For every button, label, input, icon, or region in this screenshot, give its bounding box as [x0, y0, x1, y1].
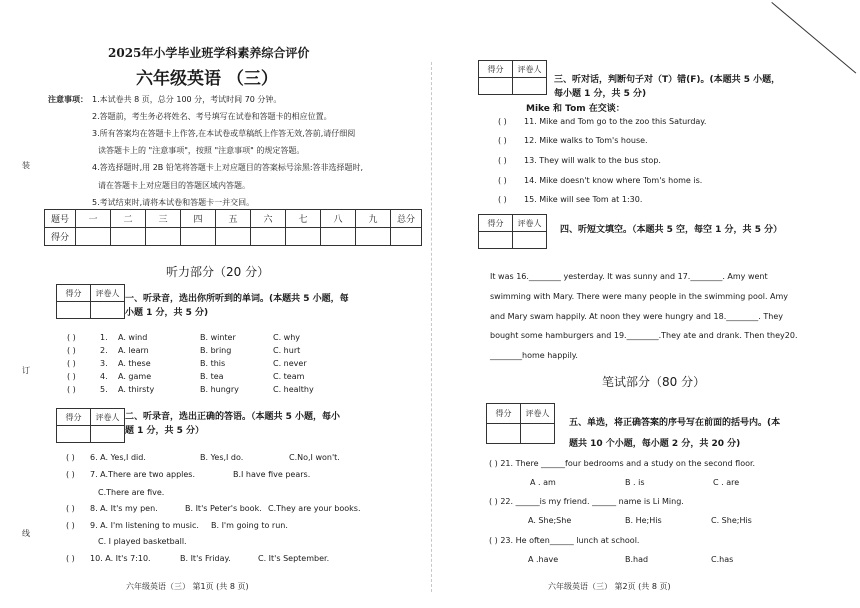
answer-paren: ( ) [66, 521, 75, 530]
option-b: B. this [200, 359, 226, 368]
section-title: 小题 1 分，共 5 分) [125, 308, 209, 318]
grader-label: 得分 [57, 285, 91, 302]
option-c: C.They are your books. [268, 504, 361, 513]
option-b: B. I'm going to run. [211, 521, 288, 530]
option-c: C. team [273, 372, 305, 381]
option-b: B . is [625, 478, 645, 487]
score-table-cell: 五 [216, 210, 251, 228]
option-b: B. It's Peter's book. [185, 504, 262, 513]
score-cell [146, 228, 181, 246]
passage-line: ________home happily. [490, 351, 578, 360]
exam-subtitle: 六年级英语 （三） [136, 69, 278, 89]
speakers-line: Mike 和 Tom 在交谈： [526, 104, 625, 114]
answer-paren: ( ) [67, 385, 76, 394]
option-b: B. bring [200, 346, 232, 355]
question-text: ( ) 21. There ______four bedrooms and a study on the second floor. [489, 459, 756, 468]
grader-cell [57, 302, 91, 319]
notes-label: 注意事项： [48, 95, 88, 104]
grader-cell [57, 426, 91, 443]
option-c: C.has [711, 555, 734, 564]
note-line: 1.本试卷共 8 页，总分 100 分，考试时间 70 分钟。 [92, 95, 282, 104]
grader-cell [487, 424, 521, 444]
option-c: C. why [273, 333, 301, 342]
question-number: 5. [100, 385, 108, 394]
note-line: 2.答题前，考生务必将姓名、考号填写在试卷和答题卡的相应位置。 [92, 112, 332, 121]
option-c: C. It's September. [258, 554, 330, 563]
note-line: 5.考试结束时,请将本试卷和答题卡一并交回。 [92, 198, 255, 207]
option-c: C.No,I won't. [289, 453, 340, 462]
grader-cell [91, 426, 125, 443]
score-cell [356, 228, 391, 246]
score-table-cell: 六 [251, 210, 286, 228]
note-line: 3.所有答案均在答题卡上作答,在本试卷或草稿纸上作答无效,答前,请仔细阅 [92, 129, 356, 138]
answer-paren: ( ) [498, 117, 507, 126]
section-title: 五、单选，将正确答案的序号写在前面的括号内。(本 [569, 418, 781, 428]
answer-paren: ( ) [67, 359, 76, 368]
written-heading: 笔试部分（80 分） [602, 375, 706, 389]
seal-char: 装 [22, 161, 30, 170]
section-title: 题 1 分，共 5 分） [125, 426, 205, 436]
grader-cell [479, 232, 513, 249]
note-line: 读答题卡上的 "注意事项"，按照 "注意事项" 的规定答题。 [98, 146, 305, 155]
passage-line: bought some hamburgers and 19.________.They ate and drank. Then they20. [490, 331, 798, 340]
listening-heading: 听力部分（20 分） [166, 265, 270, 279]
corner-fold-line [771, 2, 856, 73]
grader-label: 评卷人 [91, 285, 125, 302]
answer-paren: ( ) [498, 195, 507, 204]
seal-char: 订 [22, 366, 30, 375]
question-number: 1. [100, 333, 108, 342]
score-table-cell: 总分 [391, 210, 422, 228]
answer-paren: ( ) [67, 372, 76, 381]
grader-box [56, 408, 125, 443]
grader-cell [521, 424, 555, 444]
question-text: 14. Mike doesn't know where Tom's home is. [524, 176, 703, 185]
score-cell [391, 228, 422, 246]
option-a: A. She;She [528, 516, 572, 525]
score-table-cell: 七 [286, 210, 321, 228]
score-table-cell: 题号 [45, 210, 76, 228]
exam-title: 2025年小学毕业班学科素养综合评价 [108, 46, 310, 60]
section-title: 四、听短文填空。（本题共 5 空，每空 1 分，共 5 分） [560, 225, 783, 235]
section-title: 二、听录音，选出正确的答语。（本题共 5 小题，每小 [125, 412, 341, 422]
question-text: 10. A. It's 7:10. [90, 554, 151, 563]
passage-line: It was 16.________ yesterday. It was sunny and 17.________. Amy went [490, 272, 768, 281]
option-a: A. wind [118, 333, 148, 342]
section-title: 每小题 1 分，共 5 分) [554, 89, 647, 99]
page-divider [431, 62, 432, 592]
question-text: 13. They will walk to the bus stop. [524, 156, 661, 165]
option-c: C. hurt [273, 346, 301, 355]
score-cell [321, 228, 356, 246]
grader-label: 得分 [487, 404, 521, 424]
answer-paren: ( ) [66, 453, 75, 462]
grader-label: 得分 [479, 215, 513, 232]
score-table-cell: 四 [181, 210, 216, 228]
section-title: 三、听对话，判断句子对（T）错(F)。(本题共 5 小题， [554, 75, 781, 85]
score-cell [251, 228, 286, 246]
score-table-cell: 三 [146, 210, 181, 228]
score-cell [181, 228, 216, 246]
option-b: B. hungry [200, 385, 239, 394]
score-table-cell: 二 [111, 210, 146, 228]
question-text: 12. Mike walks to Tom's house. [524, 136, 648, 145]
answer-paren: ( ) [498, 156, 507, 165]
question-text: ( ) 22. ______is my friend. ______ name is Li Ming. [489, 497, 684, 506]
option-a: A. learn [118, 346, 149, 355]
grader-cell [479, 78, 513, 95]
option-b: B.I have five pears. [233, 470, 311, 479]
score-table-cell: 一 [76, 210, 111, 228]
answer-paren: ( ) [66, 470, 75, 479]
note-line: 请在答题卡上对应题目的答题区域内答题。 [98, 181, 250, 190]
score-table-cell: 九 [356, 210, 391, 228]
option-c: C . are [713, 478, 740, 487]
question-text: C. I played basketball. [98, 537, 187, 546]
question-text: 7. A.There are two apples. [90, 470, 196, 479]
question-text: 9. A. I'm listening to music. [90, 521, 199, 530]
grader-box [56, 284, 125, 319]
grader-box [478, 60, 547, 95]
question-text: ( ) 23. He often______ lunch at school. [489, 536, 640, 545]
page-footer: 六年级英语（三） 第1页 (共 8 页) [126, 582, 249, 591]
option-a: A . am [530, 478, 556, 487]
option-b: B. winter [200, 333, 236, 342]
answer-paren: ( ) [498, 176, 507, 185]
score-table-header-row [45, 210, 422, 228]
grader-label: 评卷人 [521, 404, 555, 424]
grader-box [486, 403, 555, 444]
seal-char: 线 [22, 529, 30, 538]
answer-paren: ( ) [498, 136, 507, 145]
score-cell [286, 228, 321, 246]
option-c: C. healthy [273, 385, 314, 394]
option-a: A .have [528, 555, 559, 564]
option-b: B. tea [200, 372, 224, 381]
score-table-row [45, 228, 422, 246]
grader-label: 评卷人 [513, 215, 547, 232]
option-b: B. It's Friday. [180, 554, 231, 563]
question-number: 4. [100, 372, 108, 381]
question-text: 11. Mike and Tom go to the zoo this Saturday. [524, 117, 707, 126]
question-number: 3. [100, 359, 108, 368]
option-b: B. Yes,I do. [200, 453, 244, 462]
score-cell [111, 228, 146, 246]
option-a: A. these [118, 359, 151, 368]
note-line: 4.答选择题时,用 2B 铅笔将答题卡上对应题目的答案标号涂黑:答非选择题时, [92, 163, 364, 172]
option-c: C. She;His [711, 516, 752, 525]
score-table-cell: 八 [321, 210, 356, 228]
answer-paren: ( ) [67, 333, 76, 342]
option-b: B.had [625, 555, 649, 564]
question-text: 6. A. Yes,I did. [90, 453, 146, 462]
grader-label: 得分 [479, 61, 513, 78]
grader-box [478, 214, 547, 249]
page-footer: 六年级英语（三） 第2页 (共 8 页) [548, 582, 671, 591]
option-a: A. game [118, 372, 152, 381]
option-c: C. never [273, 359, 307, 368]
answer-paren: ( ) [67, 346, 76, 355]
question-text: 15. Mike will see Tom at 1:30. [524, 195, 643, 204]
score-table-row-label: 得分 [45, 228, 76, 246]
passage-line: swimming with Mary. There were many people in the swimming pool. Amy [490, 292, 789, 301]
grader-label: 评卷人 [513, 61, 547, 78]
score-cell [216, 228, 251, 246]
answer-paren: ( ) [66, 504, 75, 513]
grader-cell [513, 232, 547, 249]
score-table [44, 209, 422, 246]
question-text: 8. A. It's my pen. [90, 504, 158, 513]
grader-cell [513, 78, 547, 95]
answer-paren: ( ) [66, 554, 75, 563]
grader-cell [91, 302, 125, 319]
option-b: B. He;His [625, 516, 662, 525]
grader-label: 得分 [57, 409, 91, 426]
section-title: 题共 10 个小题，每小题 2 分，共 20 分) [569, 439, 741, 449]
question-text: C.There are five. [98, 488, 165, 497]
passage-line: and Mary swam happily. At noon they were hungry and 18.________. They [490, 312, 783, 321]
option-a: A. thirsty [118, 385, 155, 394]
section-title: 一、听录音，选出你所听到的单词。(本题共 5 小题，每 [125, 294, 349, 304]
question-number: 2. [100, 346, 108, 355]
grader-label: 评卷人 [91, 409, 125, 426]
score-cell [76, 228, 111, 246]
